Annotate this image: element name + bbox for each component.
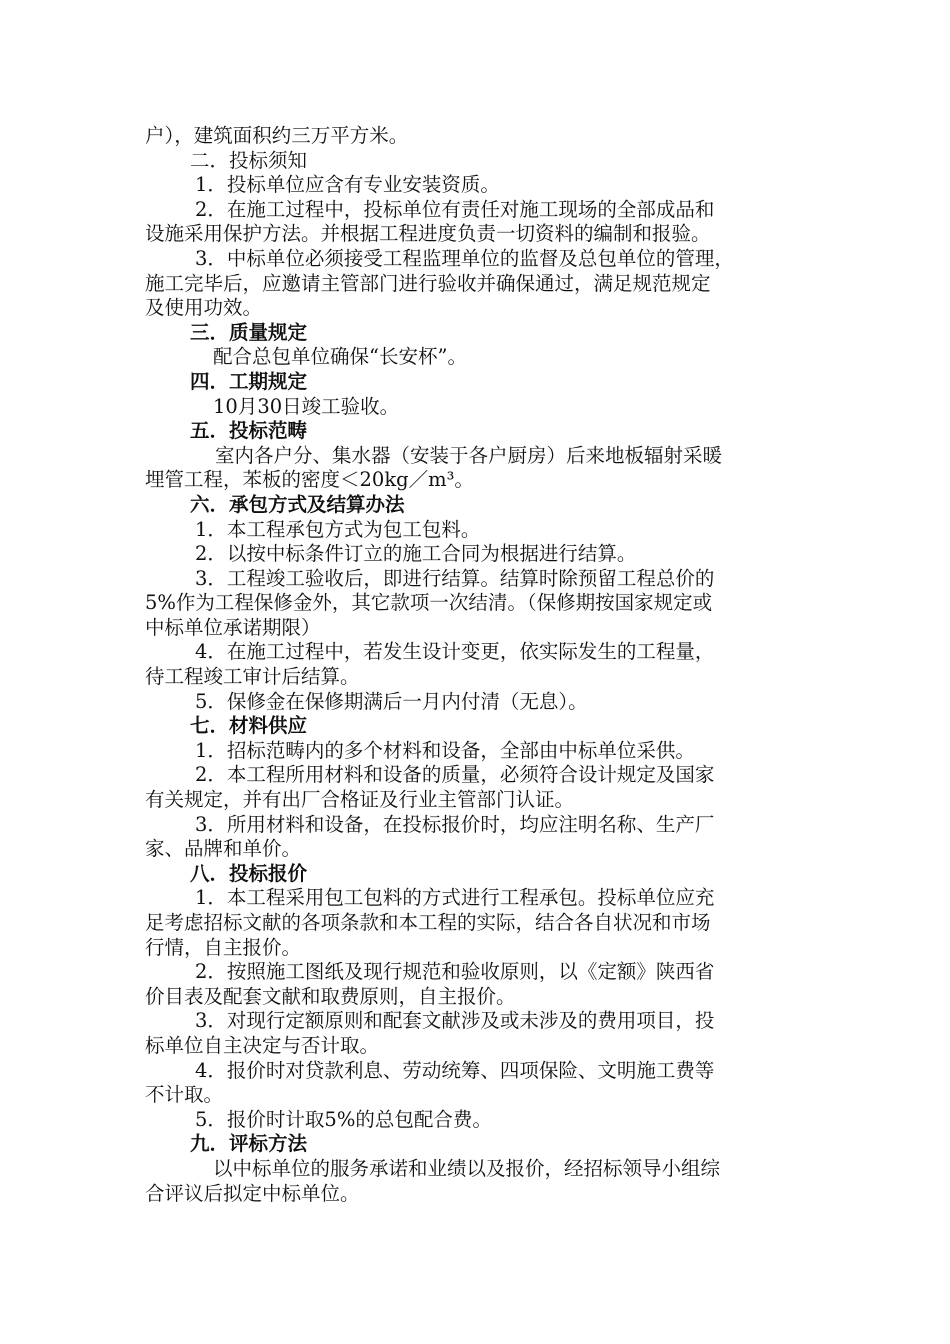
text-line: 2．本工程所用材料和设备的质量，必须符合设计规定及国家 xyxy=(195,763,715,787)
section-heading: 五．投标范畴 xyxy=(190,419,308,443)
text-line: 以中标单位的服务承诺和业绩以及报价，经招标领导小组综 xyxy=(213,1156,721,1180)
text-line: 10月30日竣工验收。 xyxy=(213,394,400,418)
text-line: 及使用功效。 xyxy=(145,296,263,320)
text-line: 1．本工程采用包工包料的方式进行工程承包。投标单位应充 xyxy=(195,886,715,910)
text-line: 中标单位承诺期限） xyxy=(145,615,321,639)
text-line: 2．按照施工图纸及现行规范和验收原则，以《定额》陕西省 xyxy=(195,960,715,984)
text-line: 1．投标单位应含有专业安装资质。 xyxy=(195,173,500,197)
text-line: 不计取。 xyxy=(145,1083,224,1107)
text-line: 室内各户分、集水器（安装于各户厨房）后来地板辐射采暖 xyxy=(215,443,723,467)
text-line: 埋管工程，苯板的密度＜20kg／m³。 xyxy=(145,468,474,492)
text-line: 待工程竣工审计后结算。 xyxy=(145,665,360,689)
text-line: 标单位自主决定与否计取。 xyxy=(145,1033,380,1057)
text-line: 3．中标单位必须接受工程监理单位的监督及总包单位的管理， xyxy=(195,246,734,270)
document-body xyxy=(145,124,825,1206)
text-line: 行情，自主报价。 xyxy=(145,935,302,959)
text-line: 3．工程竣工验收后，即进行结算。结算时除预留工程总价的 xyxy=(195,566,715,590)
text-line: 家、品牌和单价。 xyxy=(145,837,302,861)
text-line: 5．报价时计取5%的总包配合费。 xyxy=(195,1107,492,1131)
section-heading: 七．材料供应 xyxy=(190,714,308,738)
text-line: 4．在施工过程中，若发生设计变更，依实际发生的工程量， xyxy=(195,640,715,664)
section-heading: 九．评标方法 xyxy=(190,1132,308,1156)
text-line: 施工完毕后，应邀请主管部门进行验收并确保通过，满足规范规定 xyxy=(145,271,711,295)
section-heading: 六．承包方式及结算办法 xyxy=(190,492,405,516)
text-line: 2．以按中标条件订立的施工合同为根据进行结算。 xyxy=(195,542,637,566)
text-line: 5%作为工程保修金外，其它款项一次结清。（保修期按国家规定或 xyxy=(145,591,713,615)
text-line: 1．本工程承包方式为包工包料。 xyxy=(195,517,481,541)
text-line: 二．投标须知 xyxy=(190,148,308,172)
text-line: 合评议后拟定中标单位。 xyxy=(145,1181,360,1205)
text-line: 3．对现行定额原则和配套文献涉及或未涉及的费用项目，投 xyxy=(195,1009,715,1033)
text-line: 1．招标范畴内的多个材料和设备，全部由中标单位采供。 xyxy=(195,738,695,762)
text-line: 足考虑招标文献的各项条款和本工程的实际，结合各自状况和市场 xyxy=(145,911,711,934)
section-heading: 八．投标报价 xyxy=(190,861,308,885)
text-line: 户），建筑面积约三万平方米。 xyxy=(145,124,409,147)
text-line: 价目表及配套文献和取费原则，自主报价。 xyxy=(145,984,516,1008)
text-line: 4．报价时对贷款利息、劳动统筹、四项保险、文明施工费等 xyxy=(195,1058,715,1082)
text-line: 设施采用保护方法。并根据工程进度负责一切资料的编制和报验。 xyxy=(145,222,711,246)
text-line: 配合总包单位确保“长安杯”。 xyxy=(213,345,467,369)
text-line: 3．所用材料和设备，在投标报价时，均应注明名称、生产厂 xyxy=(195,812,715,836)
text-line: 有关规定，并有出厂合格证及行业主管部门认证。 xyxy=(145,788,575,812)
text-line: 5．保修金在保修期满后一月内付清（无息）。 xyxy=(195,689,588,713)
text-line: 2．在施工过程中，投标单位有责任对施工现场的全部成品和 xyxy=(195,197,715,221)
section-heading: 三．质量规定 xyxy=(190,320,308,344)
section-heading: 四．工期规定 xyxy=(190,369,308,393)
